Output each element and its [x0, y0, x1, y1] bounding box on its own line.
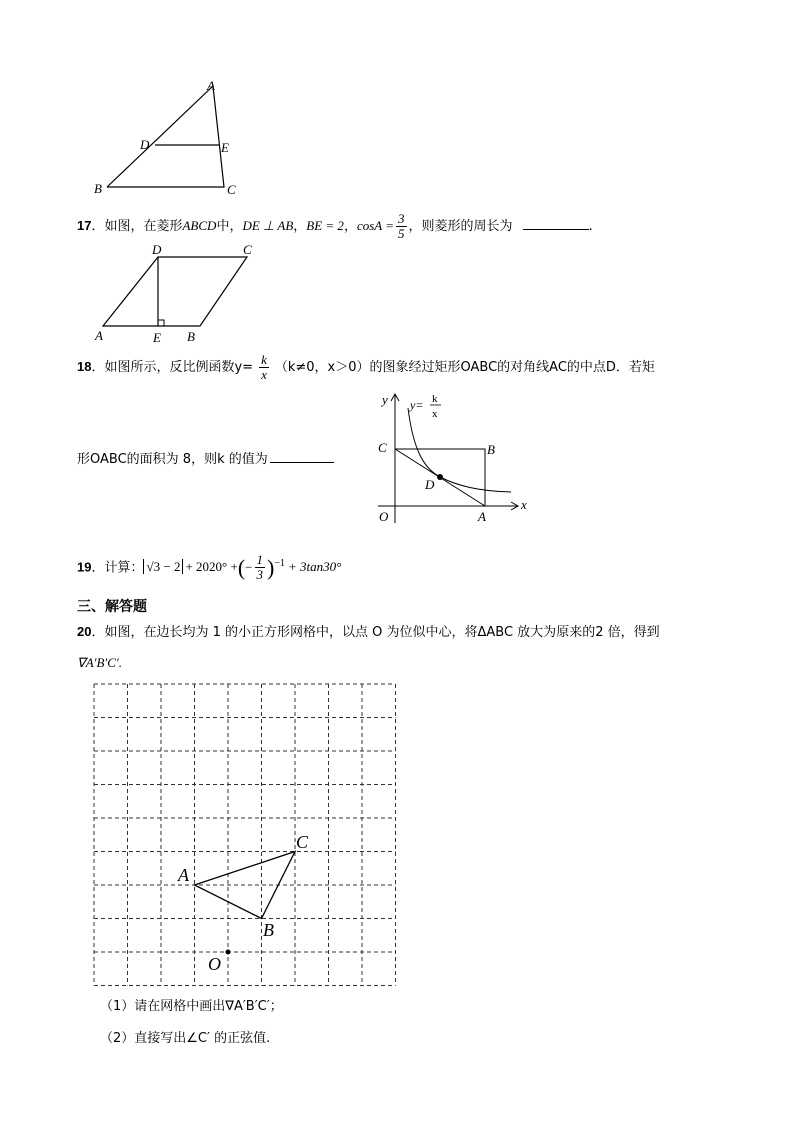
sub-question-1: （1）请在网格中画出∇A′B′C′；	[100, 999, 283, 1014]
point-label-c: C	[296, 832, 309, 852]
separator: ，	[293, 219, 307, 234]
point-d-dot	[437, 474, 443, 480]
answer-blank[interactable]	[523, 229, 589, 230]
separator: ，	[343, 219, 357, 234]
function-label-num: k	[432, 393, 438, 405]
fraction-denominator: 3	[256, 567, 263, 583]
point-label-b: B	[94, 181, 102, 196]
parenthesized-fraction: (	[237, 554, 246, 580]
point-label-o: O	[208, 954, 221, 974]
question-number: 18	[77, 359, 92, 374]
dashed-grid	[94, 684, 396, 986]
point-label-c: C	[378, 440, 387, 455]
point-label-o: O	[379, 509, 389, 524]
question-text: ，则菱形的周长为	[408, 219, 513, 234]
question-18	[77, 351, 655, 384]
question-20-line2: ∇A′B′C′.	[77, 655, 123, 670]
point-label-a: A	[207, 78, 215, 93]
fraction	[255, 553, 266, 582]
answer-blank[interactable]	[270, 462, 334, 463]
exponent: −1	[274, 558, 285, 569]
sub-question-2: （2）直接写出∠C′ 的正弦值.	[100, 1031, 271, 1046]
fraction-numerator: 3	[398, 211, 405, 226]
expression-part: + 2020° +	[185, 559, 238, 575]
fraction-numerator: 1	[256, 552, 263, 568]
point-label-a: A	[95, 328, 103, 343]
point-label-d: D	[140, 137, 150, 152]
section-heading: 三、解答题	[77, 599, 147, 615]
point-label-e: E	[153, 330, 161, 345]
question-number: 20	[77, 624, 92, 639]
question-number: 17	[77, 218, 92, 233]
question-text: 中，	[216, 219, 243, 234]
point-label-d: D	[425, 477, 435, 492]
expression-part: + 3tan30°	[287, 559, 342, 575]
grid-figure-q20	[90, 680, 402, 990]
question-text: （k≠0，x＞0）的图象经过矩形OABC的对角线AC的中点D．若矩	[274, 360, 655, 375]
question-text: ．如图，在菱形	[91, 219, 183, 234]
absolute-value: √3 − 2	[143, 559, 183, 574]
question-number: 19	[77, 559, 92, 575]
function-label-den: x	[432, 408, 438, 420]
point-label-b: B	[487, 442, 495, 457]
fraction-denominator: x	[261, 367, 267, 382]
point-label-c: C	[227, 182, 236, 197]
rhombus-figure-q17	[90, 240, 260, 348]
shape-name: ABCD	[182, 218, 217, 233]
fraction	[259, 353, 269, 382]
fraction-denominator: 5	[398, 226, 405, 241]
point-label-b: B	[187, 329, 195, 344]
condition-perpendicular: DE ⊥ AB	[242, 218, 294, 233]
cosine-expression: cosA =	[356, 218, 395, 233]
point-label-a: A	[178, 865, 189, 885]
question-17	[77, 212, 593, 241]
question-18-line2	[77, 451, 334, 469]
point-label-a: A	[478, 509, 486, 524]
fraction-numerator: k	[261, 352, 267, 367]
point-label-b: B	[263, 920, 274, 940]
question-text: ．如图，在边长均为 1 的小正方形网格中，以点 O 为位似中心，将ΔABC 放大为原来的2 倍，得到	[91, 625, 660, 640]
function-label: y=	[410, 398, 424, 412]
condition-length: BE = 2	[306, 218, 344, 233]
axis-label-x: x	[521, 497, 527, 512]
triangle-figure-q16	[90, 75, 250, 200]
question-text: ．计算：	[91, 560, 144, 576]
question-19: 19．计算： √3 − 2 + 2020° +(− $\frac{1}{3}$ )$^{-1}$ + 3tan30°	[77, 552, 342, 583]
hyperbola-figure-q18	[368, 388, 534, 528]
question-text: 形OABC的面积为 8，则k 的值为	[77, 452, 268, 467]
point-label-e: E	[221, 140, 229, 155]
period: .	[588, 219, 593, 234]
question-20	[77, 623, 660, 642]
point-label-d: D	[152, 242, 162, 257]
fraction	[396, 212, 407, 241]
axis-label-y: y	[382, 392, 388, 407]
question-text: ．如图所示，反比例函数y=	[91, 360, 254, 375]
point-o-dot	[226, 950, 231, 955]
point-label-c: C	[243, 242, 252, 257]
